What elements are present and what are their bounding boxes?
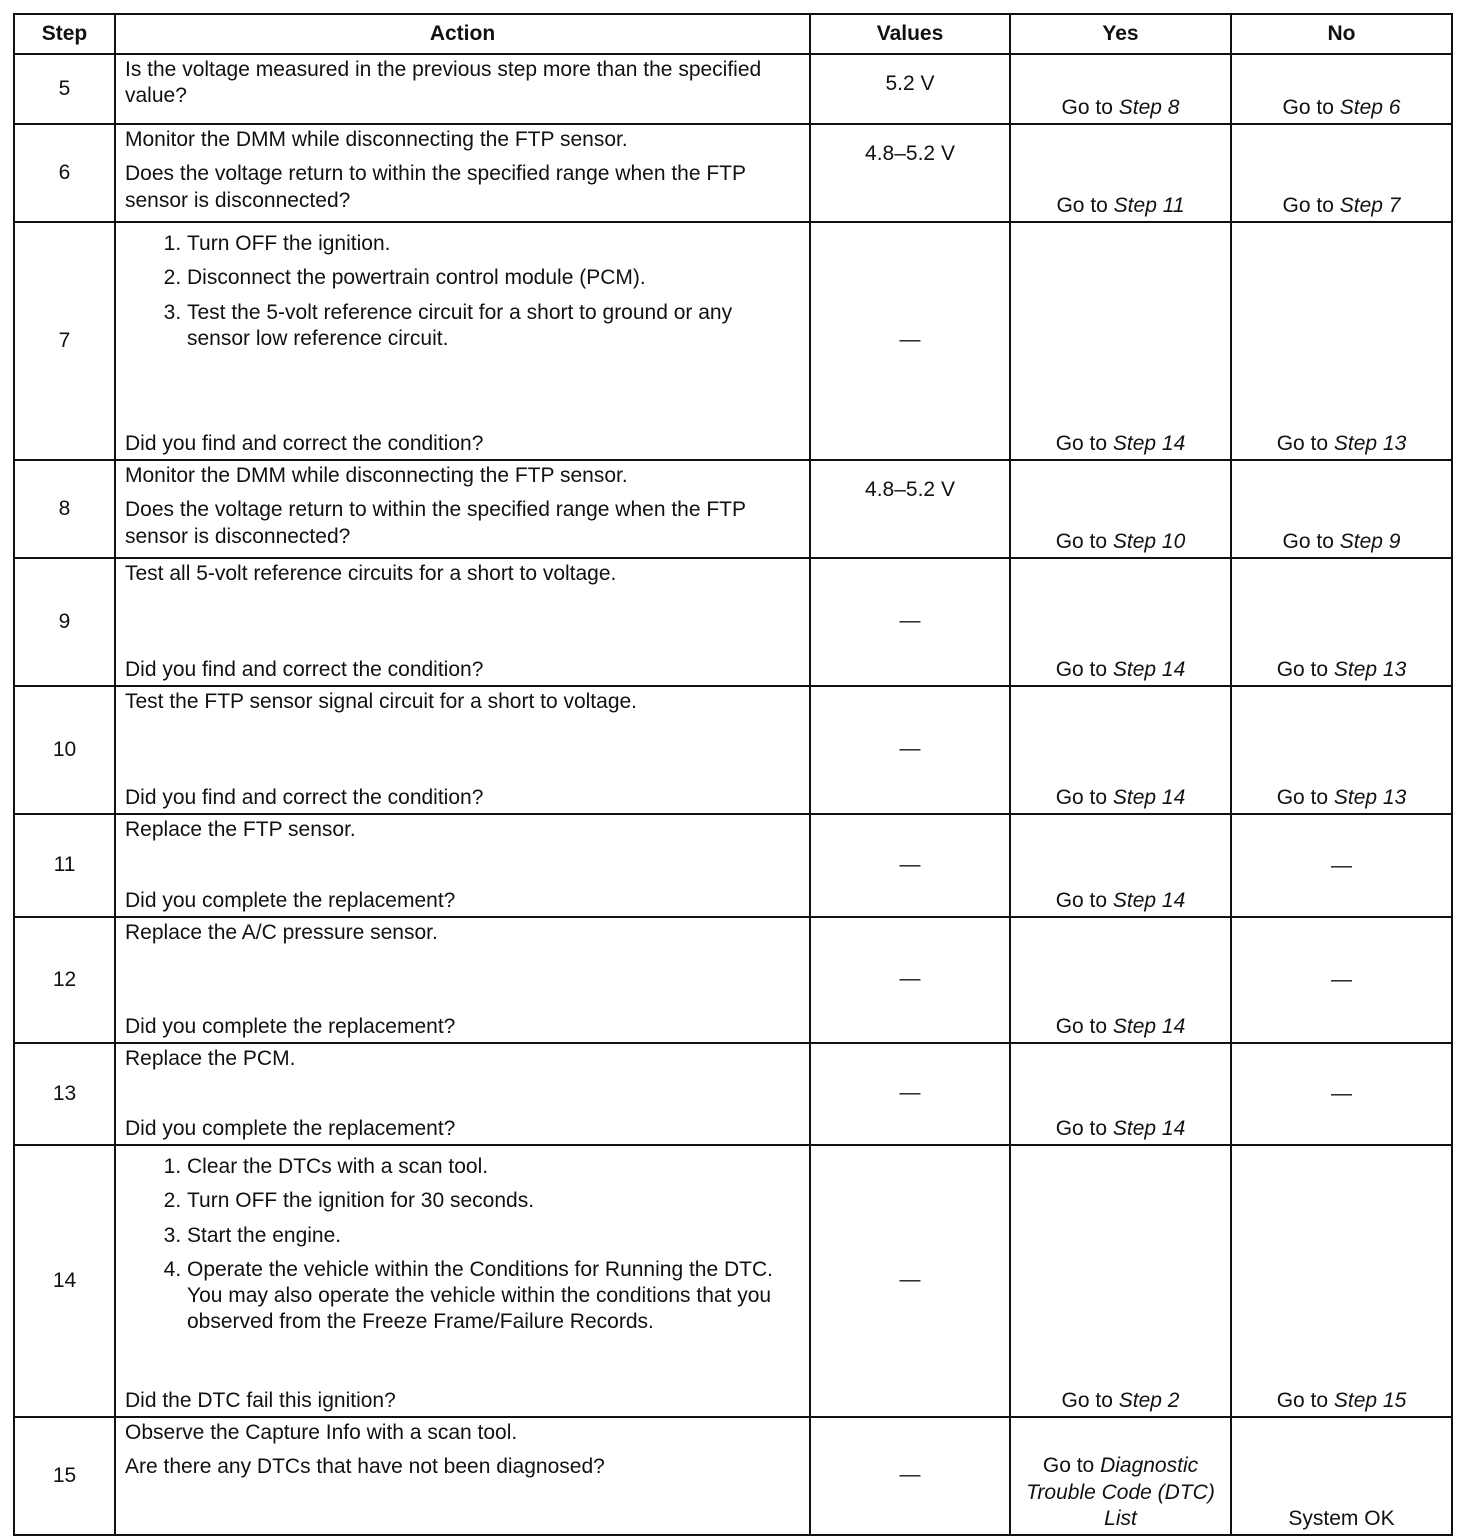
- value-cell: —: [810, 1145, 1010, 1417]
- step-number: 10: [14, 686, 115, 814]
- yes-step-ref: Step 14: [1112, 657, 1186, 681]
- value-cell: —: [810, 686, 1010, 814]
- no-cell: Go to Step 7: [1231, 124, 1452, 222]
- yes-cell: Go to Step 14: [1010, 814, 1231, 917]
- no-cell: —: [1231, 814, 1452, 917]
- action-question: Did you find and correct the condition?: [125, 657, 484, 681]
- action-cell: [115, 460, 810, 558]
- list-item: 3. Test the 5-volt reference circuit for a short to ground or any sensor low reference circuit.: [187, 300, 799, 353]
- list-item: 1. Clear the DTCs with a scan tool.: [187, 1154, 799, 1180]
- yes-step-ref: Step 2: [1118, 1388, 1180, 1412]
- action-question: Does the voltage return to within the specified range when the FTP sensor is disconnected?: [125, 162, 746, 212]
- list-item: 1. Turn OFF the ignition.: [187, 231, 799, 257]
- no-step-ref: Step 13: [1333, 657, 1407, 681]
- value-cell: —: [810, 558, 1010, 686]
- table-row: [14, 686, 1452, 814]
- yes-cell: Go to Step 14: [1010, 686, 1231, 814]
- list-item: 3. Start the engine.: [187, 1223, 799, 1249]
- action-cell: [115, 686, 810, 814]
- action-question: Does the voltage return to within the specified range when the FTP sensor is disconnected?: [125, 498, 746, 548]
- no-cell: System OK: [1231, 1417, 1452, 1535]
- step-number: 14: [14, 1145, 115, 1417]
- no-step-ref: Step 9: [1339, 529, 1401, 553]
- step-number: 9: [14, 558, 115, 686]
- action-cell: [115, 1417, 810, 1535]
- list-item: 4. Operate the vehicle within the Conditions for Running the DTC. You may also operate the vehicle within the conditions that you observed from the Freeze Frame/Failure Records.: [187, 1257, 799, 1336]
- action-cell: [115, 558, 810, 686]
- action-cell: [115, 814, 810, 917]
- yes-step-ref: Step 14: [1112, 1116, 1186, 1140]
- action-cell: [115, 917, 810, 1043]
- value-cell: —: [810, 1043, 1010, 1145]
- action-cell: [115, 54, 810, 124]
- yes-cell: Go to Step 2: [1010, 1145, 1231, 1417]
- no-cell: Go to Step 6: [1231, 54, 1452, 124]
- table-row: [14, 222, 1452, 460]
- action-question: Did you complete the replacement?: [125, 1014, 456, 1038]
- header-row: [14, 14, 1452, 54]
- yes-step-ref: Step 8: [1118, 95, 1180, 119]
- action-question: Did the DTC fail this ignition?: [125, 1388, 396, 1412]
- step-number: 5: [14, 54, 115, 124]
- yes-cell: Go to Step 10: [1010, 460, 1231, 558]
- step-number: 6: [14, 124, 115, 222]
- header-action: Action: [115, 14, 810, 54]
- action-steps: [125, 1154, 799, 1344]
- action-cell: [115, 1043, 810, 1145]
- value-cell: —: [810, 1417, 1010, 1535]
- yes-cell: Go to Step 14: [1010, 1043, 1231, 1145]
- table-row: [14, 1417, 1452, 1535]
- yes-cell: Go to Step 14: [1010, 917, 1231, 1043]
- table-row: [14, 814, 1452, 917]
- list-item: 2. Turn OFF the ignition for 30 seconds.: [187, 1188, 799, 1214]
- diagnostic-table: [13, 13, 1453, 1536]
- yes-step-ref: Step 14: [1112, 785, 1186, 809]
- no-cell: Go to Step 9: [1231, 460, 1452, 558]
- table-row: [14, 917, 1452, 1043]
- header-yes: Yes: [1010, 14, 1231, 54]
- value-cell: 5.2 V: [810, 54, 1010, 124]
- header-step: Step: [14, 14, 115, 54]
- value-cell: 4.8–5.2 V: [810, 460, 1010, 558]
- yes-cell: Go to Step 11: [1010, 124, 1231, 222]
- step-number: 8: [14, 460, 115, 558]
- action-question: Did you find and correct the condition?: [125, 431, 484, 455]
- list-item: 2. Disconnect the powertrain control module (PCM).: [187, 265, 799, 291]
- yes-cell: Go to Step 8: [1010, 54, 1231, 124]
- action-text: Test the FTP sensor signal circuit for a short to voltage.: [125, 690, 638, 713]
- action-text: Replace the FTP sensor.: [125, 818, 356, 841]
- step-number: 7: [14, 222, 115, 460]
- no-cell: Go to Step 13: [1231, 558, 1452, 686]
- yes-step-ref: Step 11: [1113, 193, 1185, 217]
- table-row: [14, 1145, 1452, 1417]
- value-cell: —: [810, 917, 1010, 1043]
- action-text: Is the voltage measured in the previous step more than the specified value?: [125, 58, 762, 108]
- no-step-ref: Step 13: [1333, 785, 1407, 809]
- header-values: Values: [810, 14, 1010, 54]
- table-row: [14, 558, 1452, 686]
- action-text: Observe the Capture Info with a scan tool.: [125, 1421, 518, 1444]
- table-row: [14, 124, 1452, 222]
- step-number: 15: [14, 1417, 115, 1535]
- yes-cell: Go to Step 14: [1010, 222, 1231, 460]
- step-number: 13: [14, 1043, 115, 1145]
- table-row: [14, 1043, 1452, 1145]
- yes-cell: Go to Diagnostic Trouble Code (DTC) List: [1010, 1417, 1231, 1535]
- action-question: Are there any DTCs that have not been diagnosed?: [125, 1455, 605, 1479]
- action-text: Monitor the DMM while disconnecting the FTP sensor.: [125, 464, 628, 487]
- step-number: 12: [14, 917, 115, 1043]
- yes-cell: Go to Step 14: [1010, 558, 1231, 686]
- no-step-ref: Step 13: [1333, 431, 1407, 455]
- no-cell: Go to Step 15: [1231, 1145, 1452, 1417]
- action-text: Monitor the DMM while disconnecting the FTP sensor.: [125, 128, 628, 151]
- action-text: Replace the PCM.: [125, 1047, 296, 1070]
- yes-step-ref: Step 14: [1112, 431, 1186, 455]
- value-cell: 4.8–5.2 V: [810, 124, 1010, 222]
- yes-step-ref: Step 14: [1112, 888, 1186, 912]
- table-row: [14, 54, 1452, 124]
- value-cell: —: [810, 814, 1010, 917]
- no-step-ref: Step 7: [1339, 193, 1401, 217]
- header-no: No: [1231, 14, 1452, 54]
- action-question: Did you complete the replacement?: [125, 1116, 456, 1140]
- action-cell: [115, 124, 810, 222]
- no-cell: —: [1231, 917, 1452, 1043]
- yes-step-ref: Step 10: [1112, 529, 1186, 553]
- action-question: Did you complete the replacement?: [125, 888, 456, 912]
- no-step-ref: Step 6: [1339, 95, 1401, 119]
- no-cell: Go to Step 13: [1231, 222, 1452, 460]
- action-question: Did you find and correct the condition?: [125, 785, 484, 809]
- action-text: Replace the A/C pressure sensor.: [125, 921, 438, 944]
- table-row: [14, 460, 1452, 558]
- step-number: 11: [14, 814, 115, 917]
- no-cell: Go to Step 13: [1231, 686, 1452, 814]
- no-cell: —: [1231, 1043, 1452, 1145]
- action-cell: [115, 222, 810, 460]
- action-cell: [115, 1145, 810, 1417]
- no-step-ref: Step 15: [1333, 1388, 1407, 1412]
- yes-dtc-list-ref: Diagnostic Trouble Code (DTC) List: [1026, 1454, 1215, 1530]
- action-text: Test all 5-volt reference circuits for a short to voltage.: [125, 562, 617, 585]
- yes-step-ref: Step 14: [1112, 1014, 1186, 1038]
- action-steps: [125, 231, 799, 360]
- value-cell: —: [810, 222, 1010, 460]
